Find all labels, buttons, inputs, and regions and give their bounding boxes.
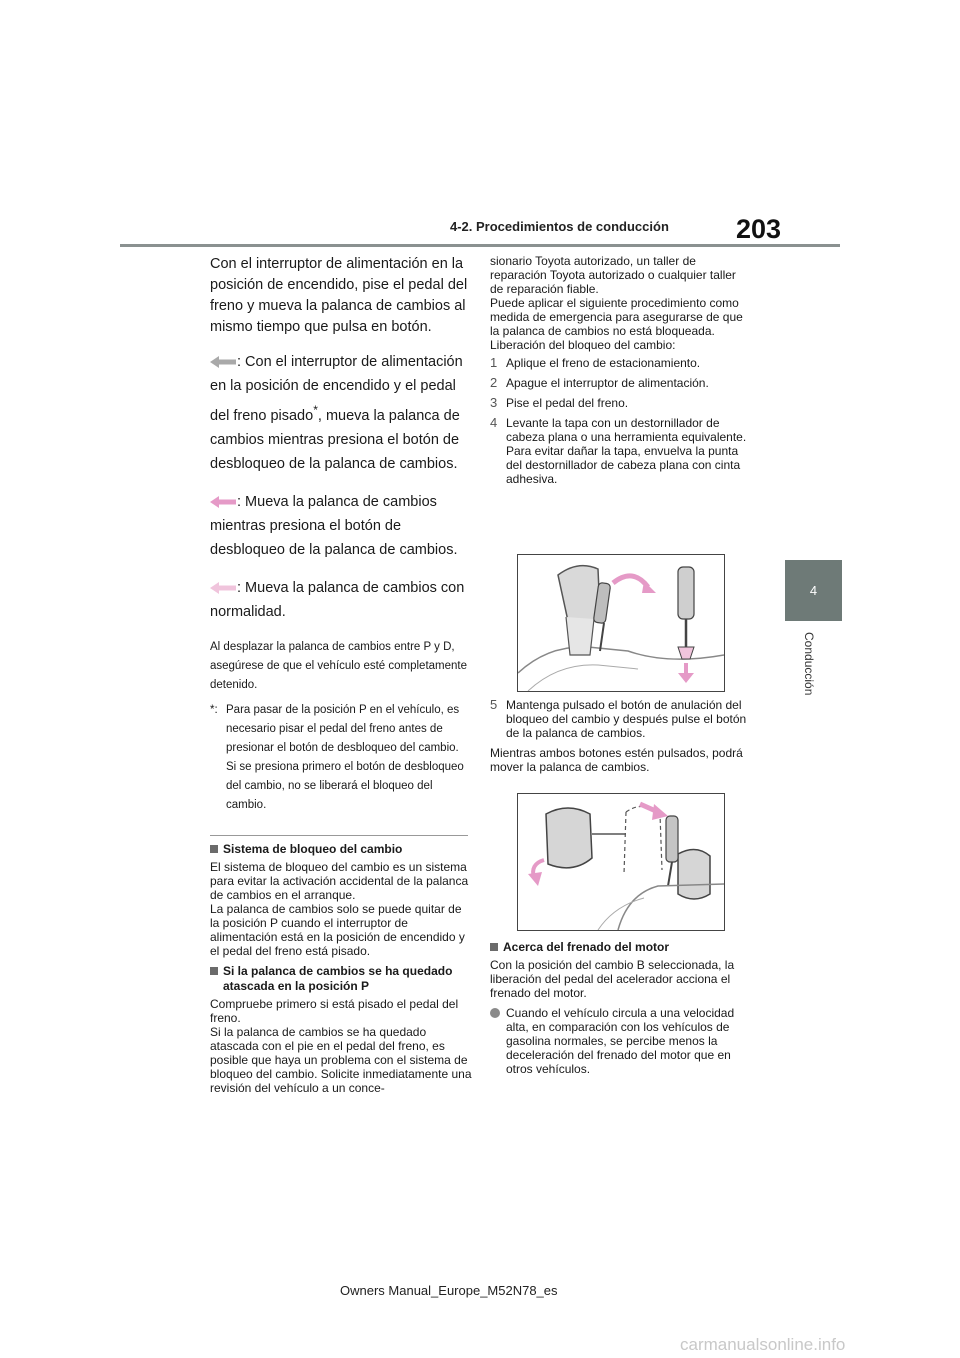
step-number: 4 <box>490 415 498 430</box>
step-5 <box>490 698 750 740</box>
figure-press-buttons <box>517 793 725 931</box>
footnote <box>210 701 472 815</box>
step-3 <box>490 396 750 410</box>
square-bullet-icon <box>210 967 218 975</box>
footer: Owners Manual_Europe_M52N78_es <box>340 1283 558 1298</box>
chapter-tab[interactable]: 4 <box>785 560 842 621</box>
step-text: Pise el pedal del freno. <box>506 396 629 410</box>
lock-title-text: Sistema de bloqueo del cambio <box>223 841 403 856</box>
footnote-text: Para pasar de la posición P en el vehículo, es necesario pisar el pedal del freno antes de presionar el botón de desbloqueo del cambio. Si se presiona primero el botón de desbloqueo del cambio, no se liberará el bloqueo del cambio. <box>226 703 464 811</box>
arrow-item-2 <box>210 490 472 562</box>
circle-bullet-icon <box>490 1008 500 1018</box>
stuck-title <box>210 964 472 994</box>
engine-brake-section <box>490 936 750 1076</box>
step-text: Mantenga pulsado el botón de anulación del bloqueo del cambio y después pulse el botón de la palanca de cambios. <box>506 698 747 740</box>
step-5-block <box>490 698 750 780</box>
watermark: carmanualsonline.info <box>680 1335 846 1354</box>
footnote-star: * <box>313 403 318 417</box>
step-2 <box>490 376 750 390</box>
shift-lever-buttons-illustration <box>518 794 724 930</box>
continued-paragraph: sionario Toyota autorizado, un taller de reparación Toyota autorizado o cualquier taller de reparación fiable. Puede aplicar el siguiente procedimiento como medida de emergencia para asegurarse de que la palanca de cambios no está bloqueada. Liberación del bloqueo del cambio: <box>490 254 743 352</box>
arrow-item-2-text: : Mueva la palanca de cambios mientras presiona el botón de desbloqueo de la palanca de cambios. <box>210 493 458 558</box>
step-1 <box>490 356 750 370</box>
page-number: 203 <box>736 214 782 244</box>
stuck-body: Compruebe primero si está pisado el pedal del freno. Si la palanca de cambios se ha quedado atascada con el pie en el pedal del freno, es posible que haya un problema con el sistema de bloqueo del cambio. Solicite inmediatamente una revisión del vehículo a un conce- <box>210 996 472 1095</box>
step-number: 3 <box>490 395 498 410</box>
small-note: Al desplazar la palanca de cambios entre P y D, asegúrese de que el vehículo esté completamente detenido. <box>210 640 467 691</box>
square-bullet-icon <box>210 845 218 853</box>
stuck-title-text: Si la palanca de cambios se ha quedado atascada en la posición P <box>223 963 453 993</box>
left-column <box>210 254 472 1101</box>
arrow-pink-icon <box>210 496 236 508</box>
arrow-item-1-text: : Con el interruptor de alimentación en la posición de encendido y el pedal del freno pisado <box>210 354 463 424</box>
step-number: 2 <box>490 375 498 390</box>
arrow-light-pink-icon <box>210 582 236 594</box>
step-text: Levante la tapa con un destornillador de cabeza plana o una herramienta equivalente. Para evitar dañar la tapa, envuelva la punta del destornillador de cabeza plana con cinta adhesiva. <box>506 416 747 486</box>
lock-title <box>210 842 472 857</box>
step-number: 5 <box>490 697 498 712</box>
intro-paragraph: Con el interruptor de alimentación en la posición de encendido, pise el pedal del freno y mueva la palanca de cambios al mismo tiempo que pulsa en botón. <box>210 256 468 335</box>
engine-body: Con la posición del cambio B seleccionada, la liberación del pedal del acelerador acciona el frenado del motor. <box>490 958 735 1000</box>
arrow-item-1 <box>210 350 472 476</box>
arrow-item-1-text-cont: , mueva la palanca de cambios mientras presiona el botón de desbloqueo de la palanca de cambios. <box>210 407 460 472</box>
shift-lever-screwdriver-illustration <box>518 555 724 691</box>
steps-list <box>490 356 750 486</box>
arrow-item-3 <box>210 576 472 624</box>
figure-lift-cap <box>517 554 725 692</box>
engine-bullet-text: Cuando el vehículo circula a una velocidad alta, en comparación con los vehículos de gasolina normales, se percibe menos la deceleración del frenado del motor que en otros vehículos. <box>506 1006 735 1076</box>
arrow-item-3-text: : Mueva la palanca de cambios con normalidad. <box>210 579 465 620</box>
chapter-label: Conducción <box>802 632 816 696</box>
arrow-gray-icon <box>210 356 236 368</box>
footnote-mark: *: <box>210 703 218 716</box>
right-column <box>490 254 750 492</box>
step-text: Aplique el freno de estacionamiento. <box>506 356 701 370</box>
section-header: 4-2. Procedimientos de conducción <box>450 219 669 234</box>
square-bullet-icon <box>490 943 498 951</box>
engine-title <box>490 940 750 955</box>
step-text: Apague el interruptor de alimentación. <box>506 376 709 390</box>
header-rule <box>120 244 840 247</box>
step-4 <box>490 416 750 486</box>
lock-body: El sistema de bloqueo del cambio es un sistema para evitar la activación accidental de la palanca de cambios en el arranque. La palanca de cambios solo se puede quitar de la posición P cuando el interruptor de alimentación está en la posición de encendido y el pedal del freno está pisado. <box>210 859 469 958</box>
after-step-5: Mientras ambos botones estén pulsados, podrá mover la palanca de cambios. <box>490 746 743 774</box>
step-number: 1 <box>490 355 498 370</box>
engine-title-text: Acerca del frenado del motor <box>503 940 670 954</box>
section-divider <box>210 835 468 836</box>
engine-bullet <box>490 1006 750 1076</box>
